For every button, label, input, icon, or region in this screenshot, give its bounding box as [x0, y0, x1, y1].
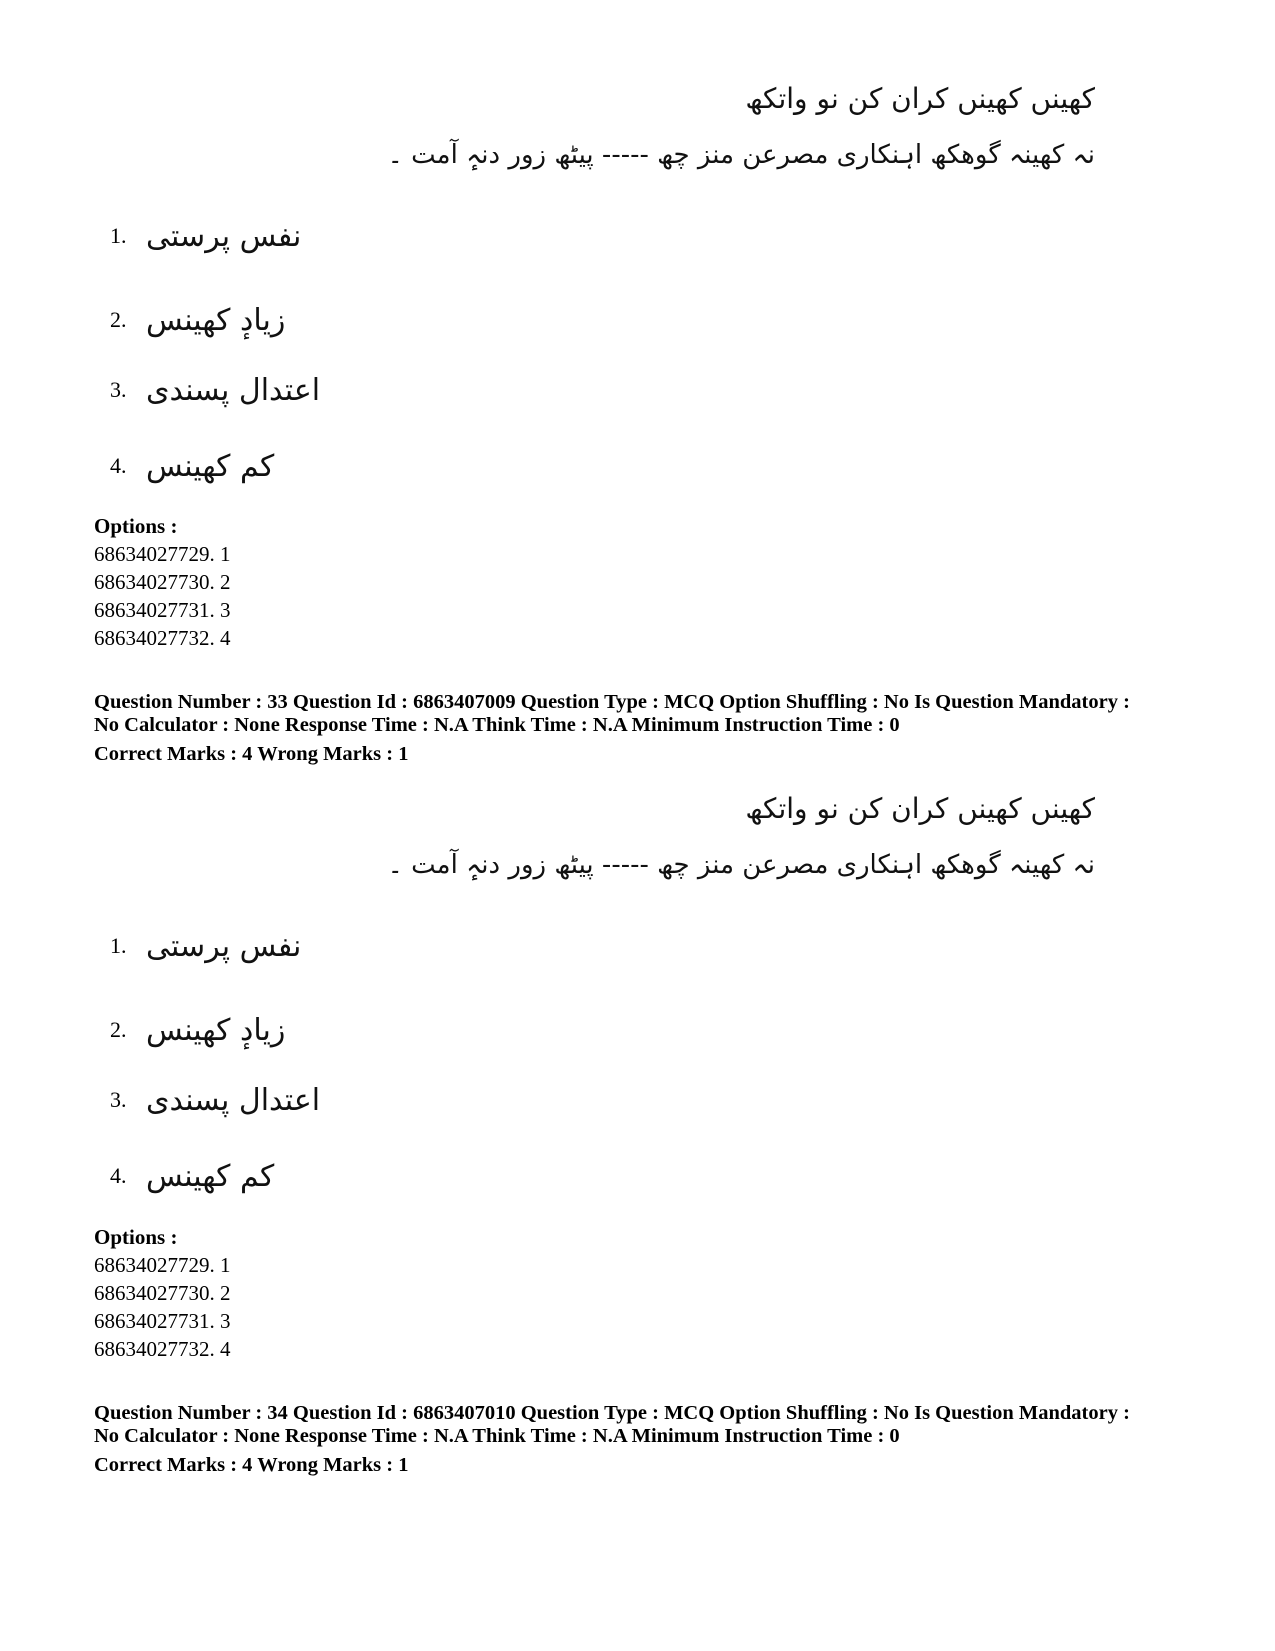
answer-number: 4. [110, 1163, 127, 1188]
option-row: 68634027729. 1 [94, 542, 231, 566]
options-heading: Options : [94, 514, 178, 538]
option-row: 68634027729. 1 [94, 1253, 231, 1277]
answer-item-1 [110, 916, 301, 976]
answer-item-1 [110, 206, 301, 266]
answer-urdu-text: نفس پرستی [146, 928, 302, 964]
answer-number: 2. [110, 307, 127, 332]
question-meta-line-2: No Calculator : None Response Time : N.A Think Time : N.A Minimum Instruction Time : 0 [94, 714, 900, 736]
answer-urdu-text: کم کھینس [146, 448, 275, 484]
option-row: 68634027730. 2 [94, 570, 231, 594]
option-row: 68634027732. 4 [94, 626, 231, 650]
option-row: 68634027730. 2 [94, 1281, 231, 1305]
answer-urdu-text: نفس پرستی [146, 218, 302, 254]
option-row: 68634027732. 4 [94, 1337, 231, 1361]
question-urdu-line-2: نہ کھینہ گوھکھ اہنکاری مصرعن منز چھ ----- پیٹھ زور دنہٕ آمت ۔ [387, 140, 1095, 170]
answer-number: 3. [110, 1087, 127, 1112]
answer-urdu-text: کم کھینس [146, 1158, 275, 1194]
answer-urdu-text: اعتدال پسندی [146, 1082, 321, 1118]
answer-number: 3. [110, 377, 127, 402]
question-meta-line-1: Question Number : 34 Question Id : 6863407010 Question Type : MCQ Option Shuffling : No Is Question Mandatory : [94, 1402, 1130, 1424]
answer-number: 1. [110, 223, 127, 248]
answer-urdu-text: اعتدال پسندی [146, 372, 321, 408]
question-urdu-line-1: کھینں کھینں کران کن نو واتکھ [745, 82, 1095, 115]
question-urdu-line-1: کھینں کھینں کران کن نو واتکھ [745, 792, 1095, 825]
answer-item-3 [110, 360, 320, 420]
answer-urdu-text: زیادٕ کھینس [146, 1012, 286, 1048]
answer-number: 4. [110, 453, 127, 478]
answer-item-4 [110, 1146, 274, 1206]
question-meta-line-3: Correct Marks : 4 Wrong Marks : 1 [94, 743, 409, 765]
answer-item-4 [110, 436, 274, 496]
answer-item-3 [110, 1070, 320, 1130]
answer-number: 2. [110, 1017, 127, 1042]
option-row: 68634027731. 3 [94, 598, 231, 622]
answer-number: 1. [110, 933, 127, 958]
options-heading: Options : [94, 1225, 178, 1249]
question-meta-line-1: Question Number : 33 Question Id : 6863407009 Question Type : MCQ Option Shuffling : No Is Question Mandatory : [94, 691, 1130, 713]
answer-urdu-text: زیادٕ کھینس [146, 302, 286, 338]
question-urdu-line-2: نہ کھینہ گوھکھ اہنکاری مصرعن منز چھ ----- پیٹھ زور دنہٕ آمت ۔ [387, 850, 1095, 880]
question-meta-line-3: Correct Marks : 4 Wrong Marks : 1 [94, 1454, 409, 1476]
answer-item-2 [110, 290, 285, 350]
question-meta-line-2: No Calculator : None Response Time : N.A Think Time : N.A Minimum Instruction Time : 0 [94, 1425, 900, 1447]
answer-item-2 [110, 1000, 285, 1060]
option-row: 68634027731. 3 [94, 1309, 231, 1333]
